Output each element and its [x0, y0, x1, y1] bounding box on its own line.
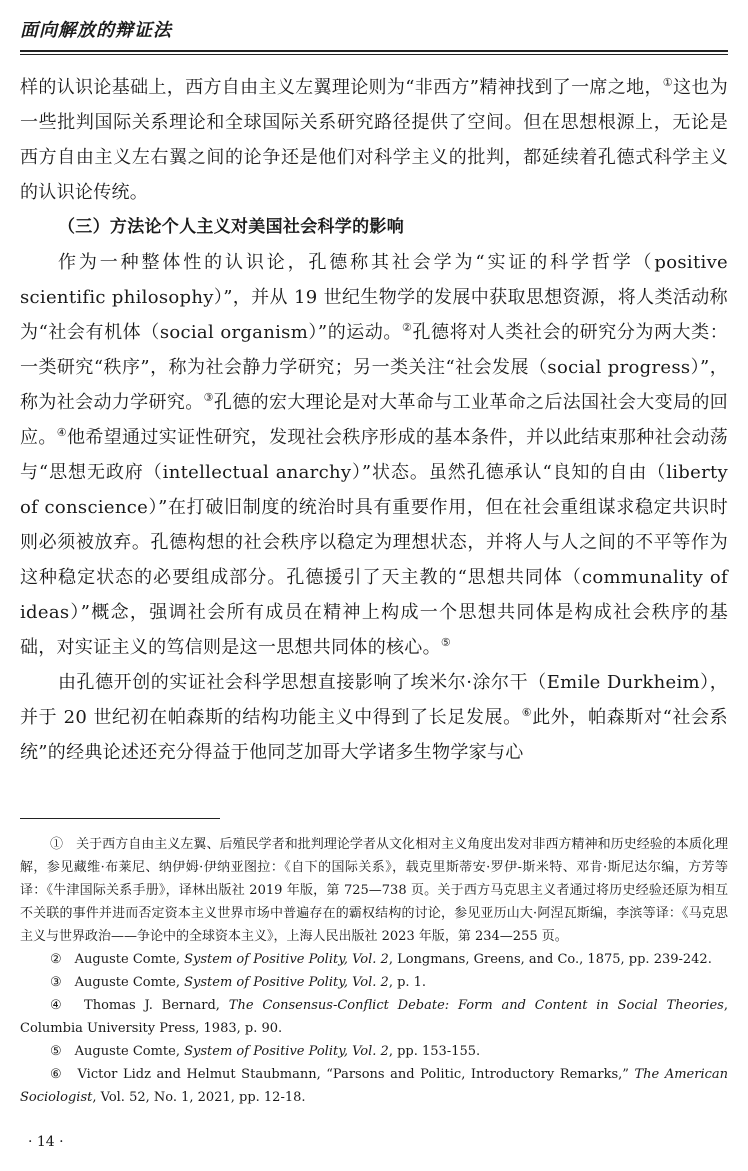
paragraph-text: 作为一种整体性的认识论，孔德称其社会学为“实证的科学哲学（positive scientific philosophy）”，并从 19 世纪生物学的发展中获取思想资源，将人类活动称为“社会有机体（social organism）”的运动。	[20, 252, 728, 343]
footnote-ref[interactable]: ⑤	[440, 636, 452, 649]
header-rule	[20, 50, 728, 52]
paragraph-text: 此外，帕森斯对“社会系统”的经典论述还充分得益于他同芝加哥大学诸多生物学家与心	[20, 707, 728, 763]
footnote-4	[20, 994, 728, 1040]
paragraph-3	[20, 665, 728, 770]
footnote-6	[20, 1063, 728, 1109]
paragraph-text: 孔德将对人类社会的研究分为两大类：一类研究“秩序”，称为社会静力学研究；另一类关注“社会发展（social progress）”，称为社会动力学研究。	[20, 322, 728, 413]
footnote-ref[interactable]: ③	[203, 391, 214, 404]
paragraph-text: 孔德的宏大理论是对大革命与工业革命之后法国社会大变局的回应。	[20, 392, 728, 448]
footnote-ref[interactable]: ①	[662, 76, 674, 89]
main-text	[20, 70, 728, 770]
footnote-ref[interactable]: ②	[402, 321, 413, 334]
footnote-1: ① 关于西方自由主义左翼、后殖民学者和批判理论学者从文化相对主义角度出发对非西方精神和历史经验的本质化理解，参见藏维·布莱尼、纳伊姆·伊纳亚图拉：《自下的国际关系》，载克里斯蒂安·罗伊-斯米特、邓肯·斯尼达尔编，方芳等译：《牛津国际关系手册》，译林出版社 2019 年版，第 725—738 页。关于西方马克思主义者通过将历史经验还原为相互不关联的事件并进而否定资本主义世界市场中普遍存在的霸权结构的讨论，参见亚历山大·阿涅瓦斯编，李滨等译：《马克思主义与世界政治——争论中的全球资本主义》，上海人民出版社 2023 年版，第 234—255 页。	[20, 837, 728, 944]
footnote-text: ⑤ Auguste Comte,	[50, 1044, 185, 1059]
footnote-5	[20, 1040, 728, 1063]
footnote-text: , pp. 153-155.	[388, 1044, 481, 1059]
footnotes	[20, 833, 728, 1109]
footnote-text: ③ Auguste Comte,	[50, 975, 185, 990]
footnote-text: ⑥ Victor Lidz and Helmut Staubmann, “Parsons and Politic, Introductory Remarks,”	[50, 1067, 635, 1082]
footnote-title: The Consensus-Conflict Debate: Form and Content in Social Theories	[228, 998, 724, 1013]
paragraph-text: 他希望通过实证性研究，发现社会秩序形成的基本条件，并以此结束那种社会动荡与“思想无政府（intellectual anarchy）”状态。虽然孔德承认“良知的自由（liberty of conscience）”在打破旧制度的统治时具有重要作用，但在社会重组谋求稳定共识时则必须被放弃。孔德构想的社会秩序以稳定为理想状态，并将人与人之间的不平等作为这种稳定状态的必要组成部分。孔德援引了天主教的“思想共同体（communality of ideas）”概念，强调社会所有成员在精神上构成一个思想共同体是构成社会秩序的基础，对实证主义的笃信则是这一思想共同体的核心。	[20, 427, 728, 658]
footnote-ref[interactable]: ⑥	[521, 706, 533, 719]
paragraph-1	[20, 70, 728, 210]
section-subheading: （三）方法论个人主义对美国社会科学的影响	[58, 217, 404, 237]
footnote-text: , Vol. 52, No. 1, 2021, pp. 12-18.	[92, 1090, 306, 1105]
footnote-title: System of Positive Polity, Vol. 2	[184, 1044, 389, 1059]
footnote-text: , Longmans, Greens, and Co., 1875, pp. 239-242.	[388, 952, 712, 967]
running-header: 面向解放的辩证法	[20, 20, 172, 41]
footnote-text: , Columbia University Press, 1983, p. 90.	[20, 998, 728, 1036]
page-number: · 14 ·	[28, 1134, 64, 1150]
paragraph-2	[20, 245, 728, 665]
paragraph-text: 样的认识论基础上，西方自由主义左翼理论则为“非西方”精神找到了一席之地，	[20, 77, 663, 98]
footnote-rule	[20, 818, 220, 819]
footnote-text: ④ Thomas J. Bernard,	[50, 998, 229, 1013]
paragraph-text: 这也为一些批判国际关系理论和全球国际关系研究路径提供了空间。但在思想根源上，无论是西方自由主义左右翼之间的论争还是他们对科学主义的批判，都延续着孔德式科学主义的认识论传统。	[20, 77, 729, 203]
paragraph-text: 由孔德开创的实证社会科学思想直接影响了埃米尔·涂尔干（Emile Durkheim），并于 20 世纪初在帕森斯的结构功能主义中得到了长足发展。	[20, 672, 728, 728]
footnote-title: System of Positive Polity, Vol. 2	[184, 952, 389, 967]
footnote-3	[20, 971, 728, 994]
footnote-title: The American Sociologist	[20, 1067, 729, 1105]
header-rule-thin	[20, 54, 728, 55]
footnote-text: ② Auguste Comte,	[50, 952, 185, 967]
footnote-text: , p. 1.	[388, 975, 427, 990]
footnote-2	[20, 948, 728, 971]
footnote-title: System of Positive Polity, Vol. 2	[184, 975, 389, 990]
footnote-ref[interactable]: ④	[56, 426, 67, 439]
